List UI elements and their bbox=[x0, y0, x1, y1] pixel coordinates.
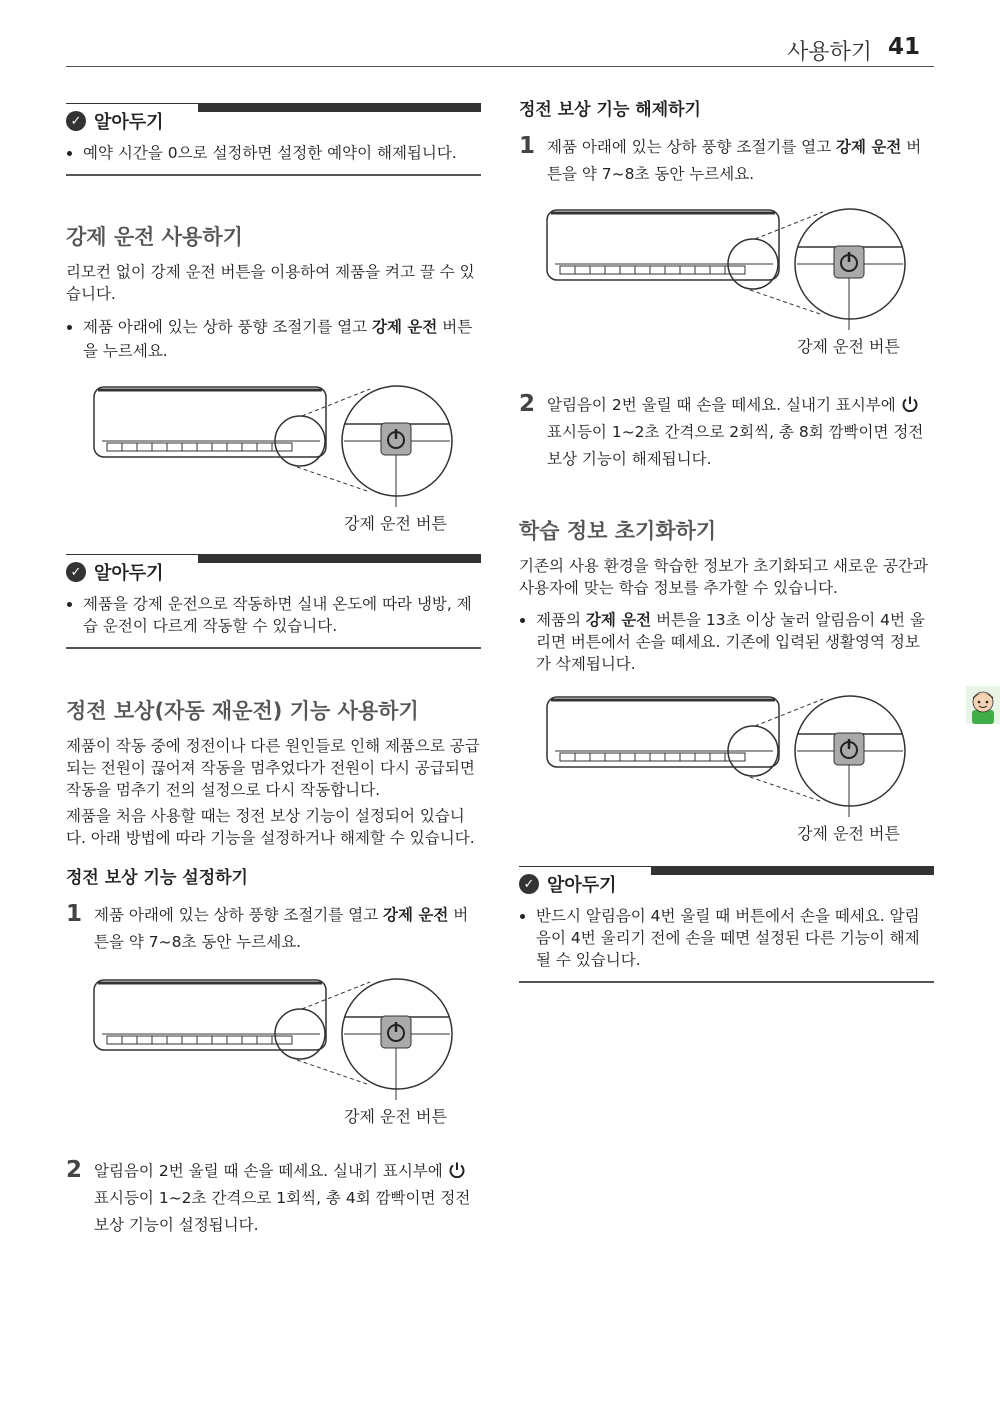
note-box bbox=[66, 551, 481, 649]
bullet-item: • 제품 아래에 있는 상하 풍향 조절기를 열고 강제 운전 버튼을 누르세요. bbox=[83, 315, 481, 363]
paragraph: 기존의 사용 환경을 학습한 정보가 초기화되고 새로운 공간과 사용자에 맞는 학습 정보를 추가할 수 있습니다. bbox=[519, 557, 928, 597]
forced-button-illustration bbox=[66, 972, 481, 1132]
note-item: • 반드시 알림음이 4번 울릴 때 버튼에서 손을 떼세요. 알림음이 4번 울리기 전에 손을 떼면 설정된 다른 기능이 해제될 수 있습니다. bbox=[536, 905, 934, 971]
step-2 bbox=[66, 1158, 481, 1239]
check-circle-icon: ✓ bbox=[66, 111, 86, 131]
step-text: 제품 아래에 있는 상하 풍향 조절기를 열고 강제 운전 버튼을 약 7~8초 동안 누르세요. bbox=[94, 906, 469, 951]
section-heading: 정전 보상(자동 재운전) 기능 사용하기 bbox=[66, 699, 419, 723]
note-title: 알아두기 bbox=[94, 112, 164, 133]
forced-button-illustration bbox=[66, 379, 481, 539]
step-text: 알림음이 2번 울릴 때 손을 떼세요. 실내기 표시부에 표시등이 1~2초 간격으로 1회씩, 총 4회 깜빡이면 정전 보상 기능이 설정됩니다. bbox=[94, 1162, 471, 1234]
step-number: 1 bbox=[66, 901, 83, 927]
note-box bbox=[519, 863, 934, 983]
section-heading: 학습 정보 초기화하기 bbox=[519, 519, 717, 543]
button-caption: 강제 운전 버튼 bbox=[344, 514, 447, 533]
paragraph: 리모컨 없이 강제 운전 버튼을 이용하여 제품을 켜고 끌 수 있습니다. bbox=[66, 263, 475, 303]
section-title: 사용하기 bbox=[786, 40, 872, 65]
bullet-item: • 제품의 강제 운전 버튼을 13초 이상 눌러 알림음이 4번 울리면 버튼에서 손을 떼세요. 기존에 입력된 생활영역 정보가 삭제됩니다. bbox=[536, 609, 934, 675]
left-column bbox=[66, 100, 481, 1239]
page-number: 41 bbox=[887, 34, 920, 60]
step-1 bbox=[66, 902, 481, 956]
air-conditioner-illustration bbox=[92, 379, 462, 509]
step-text: 제품 아래에 있는 상하 풍향 조절기를 열고 강제 운전 버튼을 약 7~8초 동안 누르세요. bbox=[547, 138, 922, 183]
paragraph: 제품이 작동 중에 정전이나 다른 원인들로 인해 제품으로 공급되는 전원이 끊어져 작동을 멈추었다가 전원이 다시 공급되면 작동을 멈추기 전의 설정으로 다시 작동합니다. bbox=[66, 737, 480, 799]
air-conditioner-illustration bbox=[92, 972, 462, 1102]
air-conditioner-illustration bbox=[545, 689, 915, 819]
check-circle-icon: ✓ bbox=[66, 562, 86, 582]
forced-button-illustration bbox=[519, 202, 934, 362]
step-text: 알림음이 2번 울릴 때 손을 떼세요. 실내기 표시부에 표시등이 1~2초 간격으로 2회씩, 총 8회 깜빡이면 정전 보상 기능이 해제됩니다. bbox=[547, 396, 924, 468]
subsection-heading: 정전 보상 기능 해제하기 bbox=[519, 100, 701, 120]
mascot-tab-icon bbox=[966, 686, 1000, 724]
page-header bbox=[66, 30, 934, 67]
note-box bbox=[66, 100, 481, 176]
note-item: • 예약 시간을 0으로 설정하면 설정한 예약이 해제됩니다. bbox=[83, 142, 481, 164]
section-heading: 강제 운전 사용하기 bbox=[66, 225, 243, 249]
subsection-heading: 정전 보상 기능 설정하기 bbox=[66, 868, 248, 888]
step-1 bbox=[519, 134, 934, 188]
note-title: 알아두기 bbox=[547, 875, 617, 896]
step-number: 1 bbox=[519, 133, 536, 159]
button-caption: 강제 운전 버튼 bbox=[797, 824, 900, 843]
right-column bbox=[519, 95, 934, 983]
power-icon bbox=[901, 395, 919, 413]
note-title: 알아두기 bbox=[94, 563, 164, 584]
step-number: 2 bbox=[66, 1157, 83, 1183]
check-circle-icon: ✓ bbox=[519, 874, 539, 894]
forced-button-illustration bbox=[519, 689, 934, 849]
note-item: • 제품을 강제 운전으로 작동하면 실내 온도에 따라 냉방, 제습 운전이 다르게 작동할 수 있습니다. bbox=[83, 593, 481, 637]
air-conditioner-illustration bbox=[545, 202, 915, 332]
step-number: 2 bbox=[519, 391, 536, 417]
paragraph: 제품을 처음 사용할 때는 정전 보상 기능이 설정되어 있습니다. 아래 방법에 따라 기능을 설정하거나 해제할 수 있습니다. bbox=[66, 807, 475, 847]
step-2 bbox=[519, 392, 934, 473]
power-icon bbox=[448, 1161, 466, 1179]
button-caption: 강제 운전 버튼 bbox=[344, 1107, 447, 1126]
button-caption: 강제 운전 버튼 bbox=[797, 337, 900, 356]
